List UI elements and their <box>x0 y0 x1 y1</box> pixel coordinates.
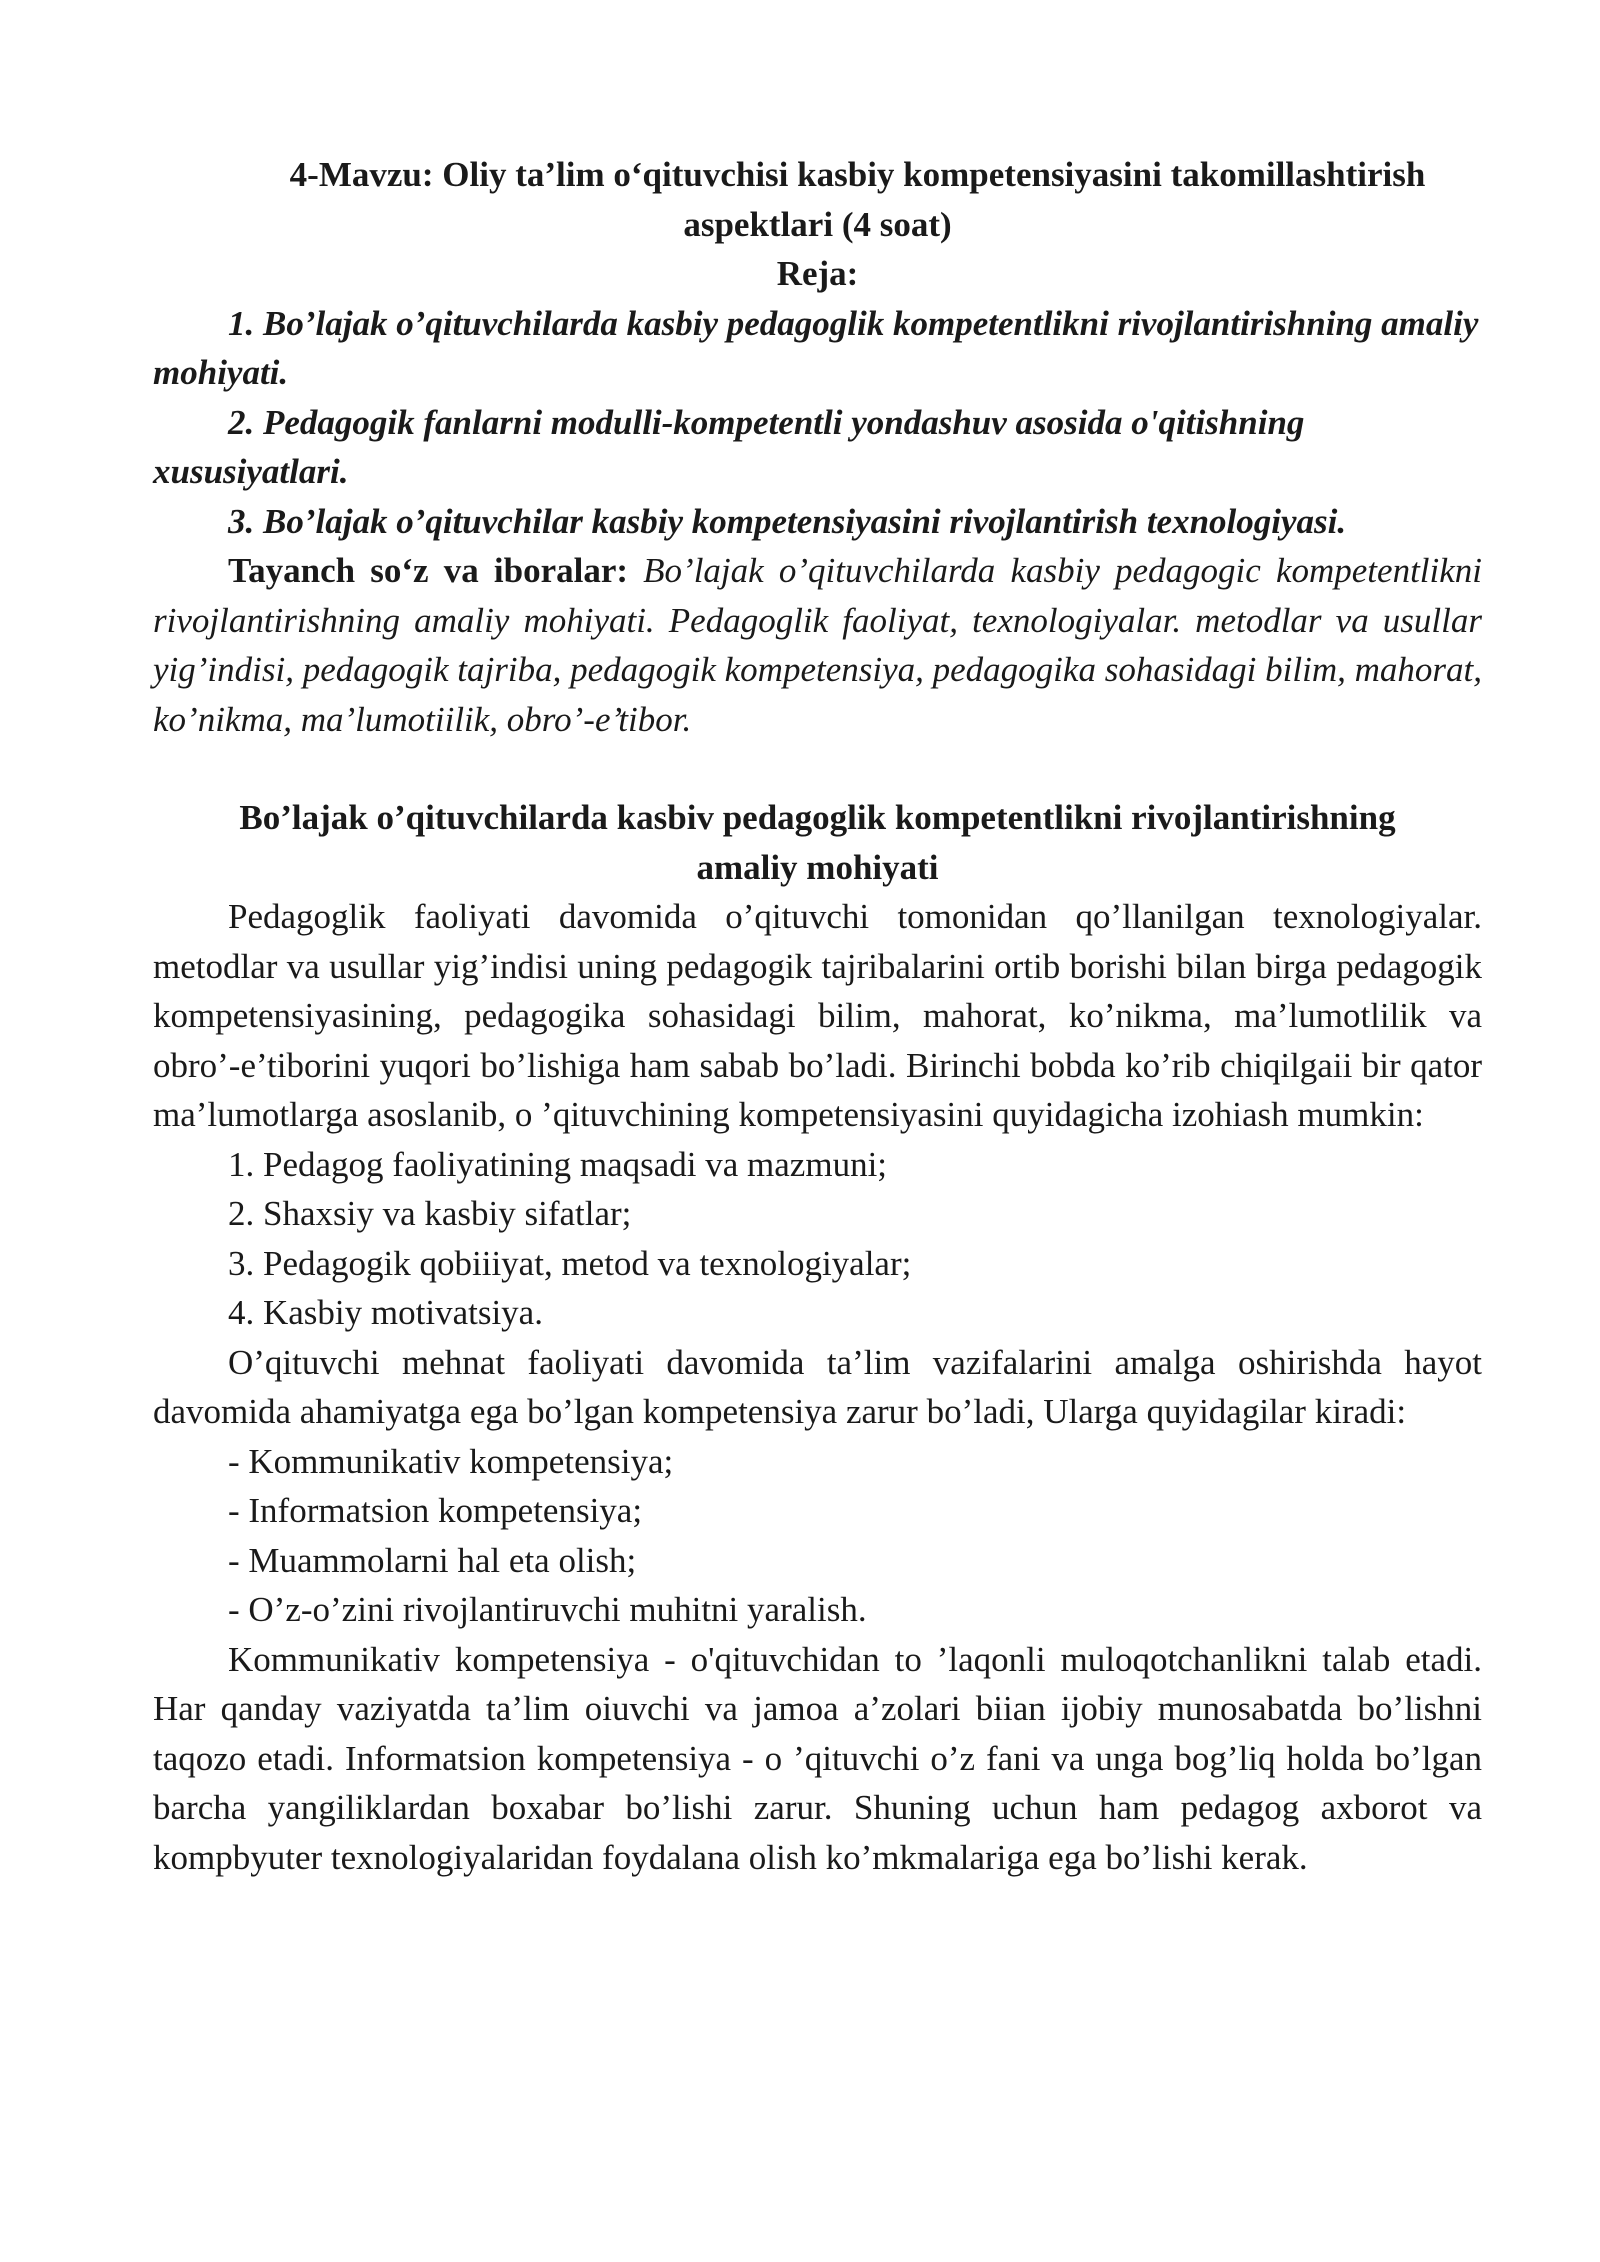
keywords-label: Tayanch so‘z va iboralar: <box>228 551 629 590</box>
document-title-line2: aspektlari (4 soat) <box>683 204 952 244</box>
plan-item-2: 2. Pedagogik fanlarni modulli-kompetentli yondashuv asosida o'qitishning xususiyatlari. <box>153 402 1305 491</box>
list1-item-4: 4. Kasbiy motivatsiya. <box>228 1293 543 1332</box>
list2-item-4: - O’z-o’zini rivojlantiruvchi muhitni yaralish. <box>228 1590 867 1629</box>
list2-item-3: - Muammolarni hal eta olish; <box>228 1540 637 1580</box>
paragraph-2: O’qituvchi mehnat faoliyati davomida ta’lim vazifalarini amalga oshirishda hayot davomida ahamiyatga ega bo’lgan kompetensiya zarur bo’ladi, Ularga quyidagilar kiradi: <box>153 1342 1482 1431</box>
plan-item-1: 1. Bo’lajak o’qituvchilarda kasbiy pedagoglik kompetentlikni rivojlantirishning amaliy mohiyati. <box>153 303 1479 392</box>
document-title-line1: 4-Mavzu: Oliy ta’lim o‘qituvchisi kasbiy kompetensiyasini takomillashtirish <box>289 155 1426 194</box>
paragraph-1: Pedagoglik faoliyati davomida o’qituvchi tomonidan qo’llanilgan texnologiyalar. metodlar va usullar yig’indisi uning pedagogik tajribalarini ortib borishi bilan birga pedagogik kompetensiyasining, pedagogika sohasidagi bilim, mahorat, ko’nikma, ma’lumotlilik va obro’-e’tiborini yuqori bo’lishiga ham sabab bo’ladi. Birinchi bobda ko’rib chiqilgaii bir qator ma’lumotlarga asoslanib, o ’qituvchining kompetensiyasini quyidagicha izohiash mumkin: <box>153 897 1482 1134</box>
list1-item-1: 1. Pedagog faoliyatining maqsadi va mazmuni; <box>228 1144 888 1184</box>
section-spacer <box>153 744 1482 793</box>
plan-item-3: 3. Bo’lajak o’qituvchilar kasbiy kompetensiyasini rivojlantirish texnologiyasi. <box>228 501 1347 541</box>
keywords-text: Bo’lajak o’qituvchilarda kasbiy pedagogic kompetentlikni rivojlantirishning amaliy mohiyati. Pedagoglik faoliyat, texnologiyalar. metodlar va usullar yig’indisi, pedagogik tajriba, pedagogik kompetensiya, pedagogika sohasidagi bilim, mahorat, ko’nikma, ma’lumotiilik, obro’-e’tibor. <box>153 551 1482 739</box>
list2-item-2: - Informatsion kompetensiya; <box>228 1491 643 1530</box>
keywords-paragraph <box>153 546 1482 744</box>
list1-item-2: 2. Shaxsiy va kasbiy sifatlar; <box>228 1194 632 1233</box>
paragraph-3: Kommunikativ kompetensiya - o'qituvchidan to ’laqonli muloqotchanlikni talab etadi. Har qanday vaziyatda ta’lim oiuvchi va jamoa a’zolari biian ijobiy munosabatda bo’lishni taqozo etadi. Informatsion kompetensiya - o ’qituvchi o’z fani va unga bog’liq holda bo’lgan barcha yangiliklardan boxabar bo’lishi zarur. Shuning uchun ham pedagog axborot va kompbyuter texnologiyalaridan foydalana olish ko’mkmalariga ega bo’lishi kerak. <box>153 1639 1482 1877</box>
list1-item-3: 3. Pedagogik qobiiiyat, metod va texnologiyalar; <box>228 1243 912 1283</box>
list2-item-1: - Kommunikativ kompetensiya; <box>228 1441 674 1481</box>
section-heading-line1: Bo’lajak o’qituvchilarda kasbiv pedagoglik kompetentlikni rivojlantirishning <box>239 798 1396 837</box>
section-heading-line2: amaliy mohiyati <box>696 847 939 887</box>
plan-heading: Reja: <box>776 254 859 293</box>
